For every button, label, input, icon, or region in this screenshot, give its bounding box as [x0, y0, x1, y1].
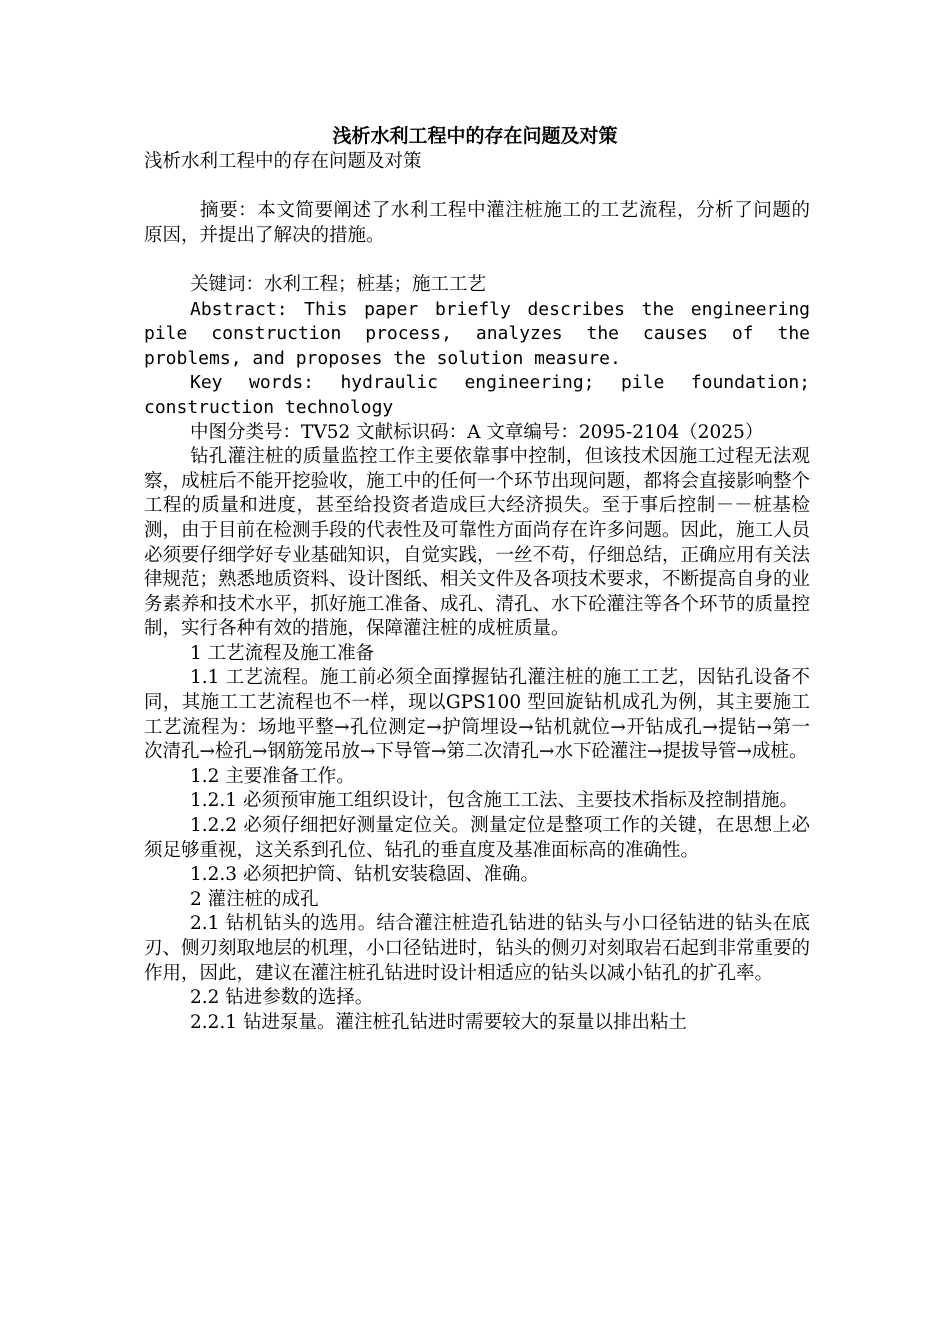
subsection-heading: 1.2 主要准备工作。 — [190, 765, 355, 787]
paragraph: 1.2.1 必须预审施工组织设计，包含施工工法、主要技术指标及控制措施。 — [190, 790, 798, 812]
classification-line: 中图分类号：TV52 文献标识码：A 文章编号：2095-2104（2025） — [190, 421, 764, 443]
paragraph: 钻孔灌注桩的质量监控工作主要依靠事中控制，但该技术因施工过程无法观察，成桩后不能开挖验收，施工中的任何一个环节出现问题，都将会直接影响整个工程的质量和进度，甚至给投资者造成巨大经济损失。至于事后控制－－桩基检测，由于目前在检测手段的代表性及可靠性方面尚存在许多问题。因此，施工人员必须要仔细学好专业基础知识，自觉实践，一丝不苟，仔细总结，正确应用有关法律规范；熟悉地质资料、设计图纸、相关文件及各项技术要求，不断提高自身的业务素养和技术水平，抓好施工准备、成孔、清孔、水下砼灌注等各个环节的质量控制，实行各种有效的措施，保障灌注桩的成桩质量。 — [144, 446, 811, 640]
keywords-cn: 关键词：水利工程；桩基；施工工艺 — [190, 273, 487, 295]
keywords-en: Key words: hydraulic engineering; pile foundation; construction technology — [144, 372, 810, 418]
document-title: 浅析水利工程中的存在问题及对策 — [332, 125, 618, 147]
abstract-cn: 摘要：本文简要阐述了水利工程中灌注桩施工的工艺流程，分析了问题的原因，并提出了解决的措施。 — [144, 200, 810, 246]
document-body — [144, 150, 810, 1035]
paragraph: 1.2.3 必须把护筒、钻机安装稳固、准确。 — [190, 864, 539, 886]
paragraph: 2.2.1 钻进泵量。灌注桩孔钻进时需要较大的泵量以排出粘土 — [190, 1011, 687, 1033]
subsection-heading: 2.2 钻进参数的选择。 — [190, 987, 374, 1009]
spacer — [144, 248, 810, 273]
paragraph: 2.1 钻机钻头的选用。结合灌注桩造孔钻进的钻头与小口径钻进的钻头在底刃、侧刃刻取地层的机理，小口径钻进时，钻头的侧刃对刻取岩石起到非常重要的作用，因此，建议在灌注桩孔钻进时设计相适应的钻头以减小钻孔的扩孔率。 — [144, 913, 811, 984]
document-subtitle: 浅析水利工程中的存在问题及对策 — [144, 151, 422, 172]
spacer — [144, 175, 810, 200]
paragraph: 1.2.2 必须仔细把好测量定位关。测量定位是整项工作的关键，在思想上必须足够重视，这关系到孔位、钻孔的垂直度及基准面标高的准确性。 — [144, 815, 810, 861]
section-heading: 1 工艺流程及施工准备 — [190, 642, 375, 664]
paragraph: 1.1 工艺流程。施工前必须全面撑握钻孔灌注桩的施工工艺，因钻孔设备不同，其施工工艺流程也不一样，现以GPS100 型回旋钻机成孔为例，其主要施工工艺流程为：场地平整→孔位测定→护筒埋设→钻机就位→开钻成孔→提钻→第一次清孔→检孔→钢筋笼吊放→下导管→第二次清孔→水下砼灌注→提拔导管→成桩。 — [144, 667, 810, 763]
section-heading: 2 灌注桩的成孔 — [190, 888, 319, 910]
abstract-en: Abstract: This paper briefly describes the engineering pile construction process, analyzes the causes of the problems, and proposes the solution measure. — [144, 298, 810, 369]
